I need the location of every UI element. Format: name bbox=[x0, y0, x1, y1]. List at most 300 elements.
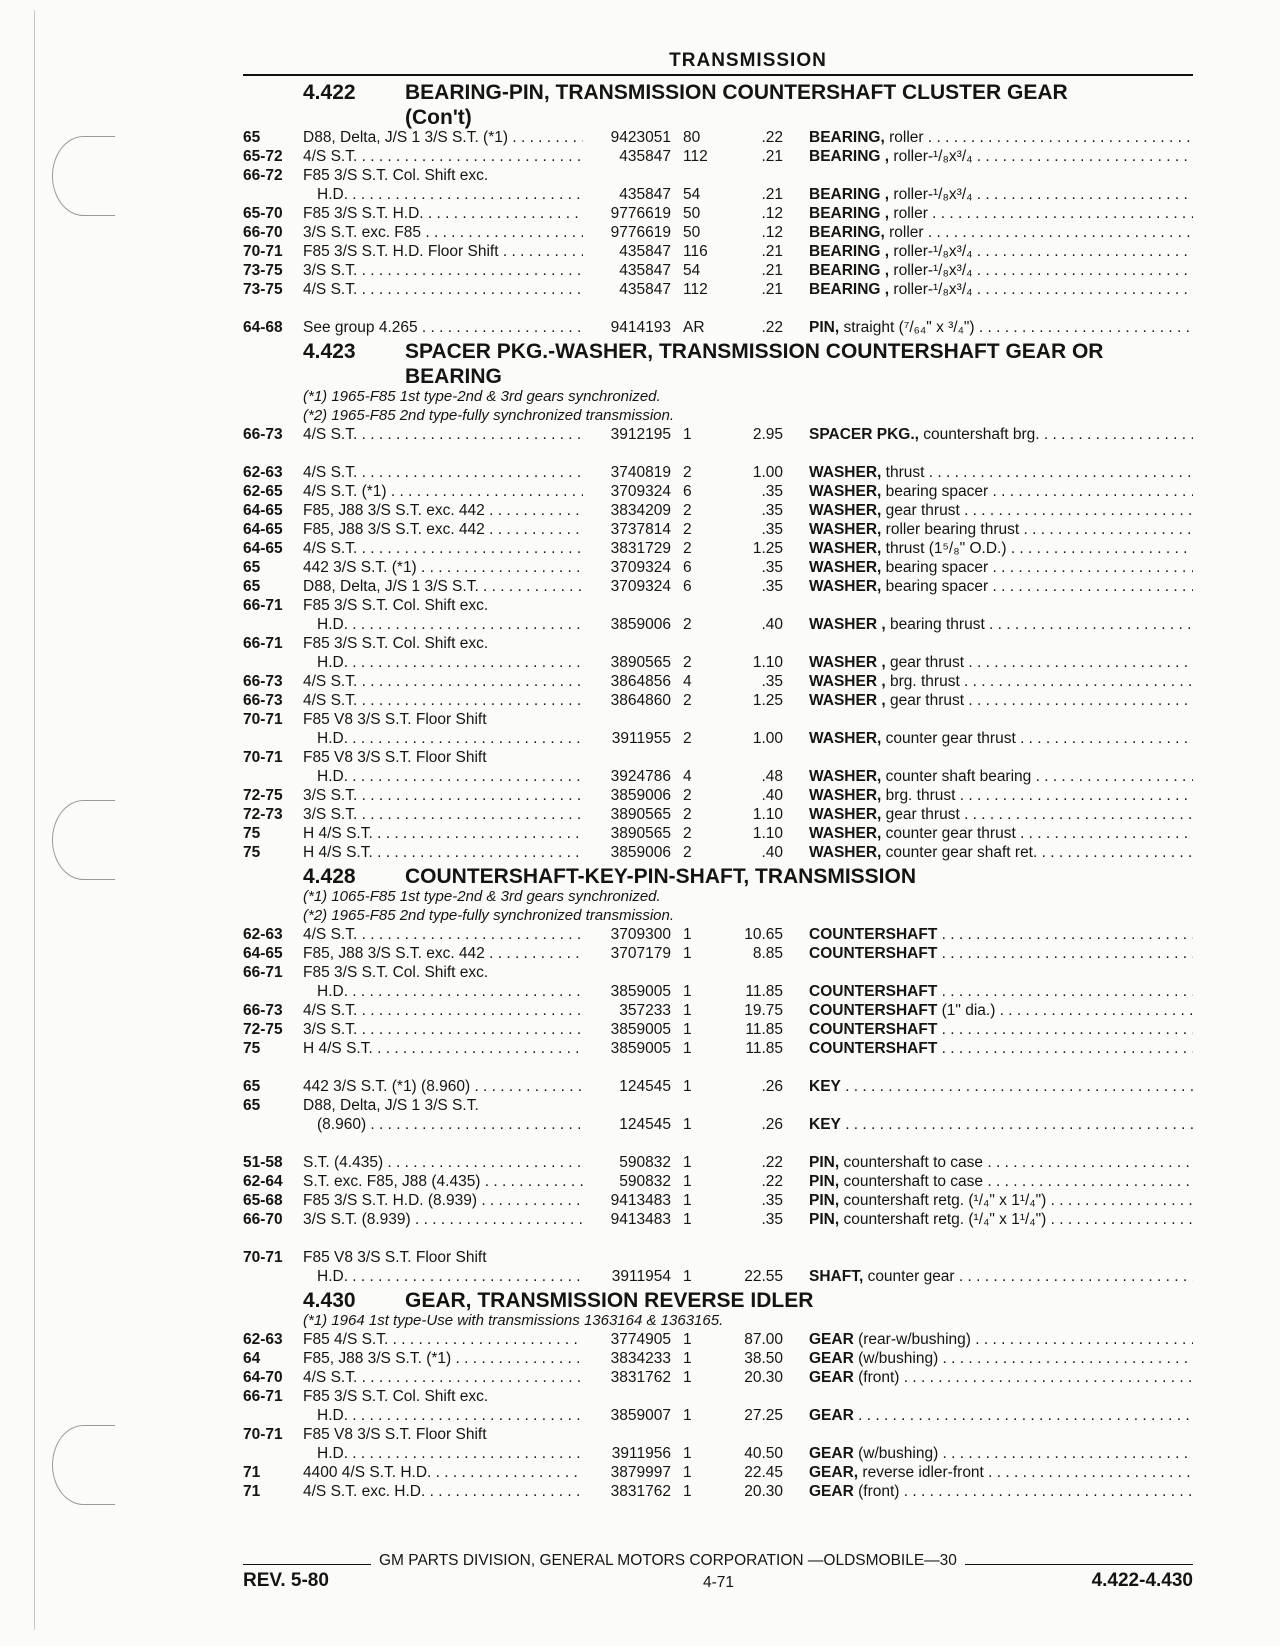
price: 1.00 bbox=[752, 730, 783, 747]
part-detail: reverse idler-front . . . bbox=[862, 1464, 1193, 1481]
part-number: 3890565 bbox=[610, 654, 671, 671]
model-years: 65-68 bbox=[243, 1192, 283, 1209]
price: 87.00 bbox=[744, 1331, 783, 1348]
section-title: (Con't) bbox=[405, 106, 472, 129]
quantity: 2 bbox=[683, 787, 692, 804]
application-text: H.D. . . . bbox=[303, 186, 583, 203]
application-text: F85 3/S S.T. H.D. Floor Shift . . . bbox=[303, 243, 583, 260]
table-row bbox=[243, 147, 1193, 166]
quantity: 2 bbox=[683, 844, 692, 861]
part-name: COUNTERSHAFT bbox=[809, 945, 938, 962]
description bbox=[783, 147, 1193, 166]
table-row-continued bbox=[243, 634, 1193, 653]
table-row bbox=[243, 1349, 1193, 1368]
model-years: 66-73 bbox=[243, 673, 283, 690]
model-years: 66-73 bbox=[243, 692, 283, 709]
page-header: TRANSMISSION bbox=[669, 50, 827, 71]
quantity: 1 bbox=[683, 1211, 692, 1228]
application-text: 4/S S.T. . . . bbox=[303, 673, 583, 690]
table-row bbox=[243, 318, 1193, 337]
section-note: (*1) 1965-F85 1st type-2nd & 3rd gears synchronized. bbox=[303, 388, 661, 405]
quantity: 1 bbox=[683, 926, 692, 943]
part-detail bbox=[845, 1078, 1193, 1095]
part-detail: roller . . . bbox=[893, 205, 1193, 222]
application-text: S.T. exc. F85, J88 (4.435) . . . bbox=[303, 1173, 583, 1190]
description bbox=[783, 786, 1193, 805]
description bbox=[783, 280, 1193, 299]
part-number: 9413483 bbox=[610, 1211, 671, 1228]
section-heading bbox=[243, 1290, 1193, 1311]
application bbox=[303, 672, 583, 691]
application-cont bbox=[303, 1406, 583, 1425]
quantity: 4 bbox=[683, 768, 692, 785]
application: D88, Delta, J/S 1 3/S S.T. bbox=[303, 1097, 479, 1114]
quantity: 54 bbox=[683, 186, 701, 203]
part-detail: countershaft retg. (¹/₄" x 1¹/₄") . . . bbox=[843, 1211, 1193, 1228]
price: 1.25 bbox=[752, 692, 783, 709]
description bbox=[783, 577, 1193, 596]
application bbox=[303, 482, 583, 501]
part-number: 3737814 bbox=[610, 521, 671, 538]
quantity: 50 bbox=[683, 224, 701, 241]
price: 19.75 bbox=[744, 1002, 783, 1019]
part-name: PIN, bbox=[809, 1173, 840, 1190]
application-cont bbox=[303, 729, 583, 748]
part-number: 3911956 bbox=[611, 1445, 671, 1462]
part-number: 9414193 bbox=[610, 319, 671, 336]
description bbox=[783, 482, 1193, 501]
application-text: 4/S S.T. exc. H.D. . . . bbox=[303, 1483, 583, 1500]
table-row-continued bbox=[243, 748, 1193, 767]
table-row bbox=[243, 982, 1193, 1001]
application-cont bbox=[303, 1115, 583, 1134]
price: 1.10 bbox=[752, 806, 783, 823]
section-note: (*1) 1964 1st type-Use with transmissions 1363164 & 1363165. bbox=[303, 1312, 724, 1329]
model-years: 72-75 bbox=[243, 1021, 283, 1038]
quantity: 1 bbox=[683, 1350, 692, 1367]
description bbox=[783, 261, 1193, 280]
section-number bbox=[243, 366, 405, 387]
sections-container bbox=[243, 82, 1193, 1501]
application-text: 4/S S.T. . . . bbox=[303, 426, 583, 443]
part-number: 3740819 bbox=[610, 464, 671, 481]
application bbox=[303, 558, 583, 577]
part-number: 3890565 bbox=[610, 825, 671, 842]
section-number: 4.422 bbox=[303, 81, 356, 104]
quantity: 1 bbox=[683, 1040, 692, 1057]
part-detail bbox=[942, 945, 1193, 962]
application-text: H 4/S S.T. . . . bbox=[303, 1040, 583, 1057]
quantity: 1 bbox=[683, 426, 692, 443]
model-years: 66-72 bbox=[243, 167, 283, 184]
price: .22 bbox=[761, 1173, 783, 1190]
description bbox=[783, 1368, 1193, 1387]
price: .35 bbox=[761, 1211, 783, 1228]
application-cont bbox=[303, 982, 583, 1001]
price: 11.85 bbox=[745, 1021, 783, 1038]
catalog-page bbox=[243, 50, 1193, 1501]
price: .35 bbox=[761, 559, 783, 576]
part-name: GEAR, bbox=[809, 1464, 859, 1481]
model-years-blank bbox=[243, 653, 303, 672]
footer-line bbox=[243, 1552, 1193, 1570]
quantity: 1 bbox=[683, 1192, 692, 1209]
table-row bbox=[243, 520, 1193, 539]
part-detail: (rear-w/bushing) . . . bbox=[858, 1331, 1193, 1348]
section-title: COUNTERSHAFT-KEY-PIN-SHAFT, TRANSMISSION bbox=[405, 865, 917, 888]
description bbox=[783, 1349, 1193, 1368]
part-detail: gear thrust . . . bbox=[890, 654, 1193, 671]
part-name: SHAFT, bbox=[809, 1268, 864, 1285]
price: .35 bbox=[761, 521, 783, 538]
table-row bbox=[243, 1153, 1193, 1172]
price: 1.25 bbox=[752, 540, 783, 557]
part-detail: gear thrust . . . bbox=[890, 692, 1193, 709]
model-years: 70-71 bbox=[243, 1249, 283, 1266]
part-detail: countershaft retg. (¹/₄" x 1¹/₄") . . . bbox=[843, 1192, 1193, 1209]
description bbox=[783, 824, 1193, 843]
application-cont bbox=[303, 653, 583, 672]
application-text: F85 4/S S.T. . . . bbox=[303, 1331, 583, 1348]
description bbox=[783, 691, 1193, 710]
part-number: 9776619 bbox=[610, 205, 671, 222]
binding-margin-line bbox=[34, 10, 35, 1630]
application bbox=[303, 786, 583, 805]
application: F85 3/S S.T. Col. Shift exc. bbox=[303, 1388, 489, 1405]
part-detail: (w/bushing) . . . bbox=[858, 1350, 1193, 1367]
table-row bbox=[243, 558, 1193, 577]
description bbox=[783, 767, 1193, 786]
part-number: 3859006 bbox=[610, 787, 671, 804]
part-name: BEARING , bbox=[809, 243, 890, 260]
model-years: 65 bbox=[243, 559, 261, 576]
application-text: 442 3/S S.T. (*1) (8.960) . . . bbox=[303, 1078, 583, 1095]
table-row bbox=[243, 1210, 1193, 1229]
part-detail: brg. thrust . . . bbox=[890, 673, 1193, 690]
part-number: 3859007 bbox=[610, 1407, 671, 1424]
model-years: 75 bbox=[243, 825, 261, 842]
table-row bbox=[243, 223, 1193, 242]
part-detail: roller-¹/₈x³/₄ . . . bbox=[893, 186, 1193, 203]
part-name: GEAR bbox=[809, 1483, 854, 1500]
application-text: H.D. . . . bbox=[303, 616, 583, 633]
application-text: H 4/S S.T. . . . bbox=[303, 844, 583, 861]
price: .22 bbox=[761, 1154, 783, 1171]
table-row bbox=[243, 1463, 1193, 1482]
application-text: 4/S S.T. . . . bbox=[303, 1369, 583, 1386]
price: 20.30 bbox=[744, 1483, 783, 1500]
model-years-blank bbox=[243, 1444, 303, 1463]
application: F85 V8 3/S S.T. Floor Shift bbox=[303, 1249, 487, 1266]
quantity: 2 bbox=[683, 730, 692, 747]
model-years: 72-75 bbox=[243, 787, 283, 804]
part-detail: bearing thrust . . . bbox=[890, 616, 1193, 633]
header-rule bbox=[243, 74, 1193, 76]
part-detail: bearing spacer . . . bbox=[886, 483, 1193, 500]
price: 10.65 bbox=[744, 926, 783, 943]
application bbox=[303, 944, 583, 963]
quantity: 1 bbox=[683, 1173, 692, 1190]
model-years: 64-70 bbox=[243, 1369, 283, 1386]
model-years: 66-73 bbox=[243, 426, 283, 443]
section-number: 4.428 bbox=[303, 865, 356, 888]
quantity: 2 bbox=[683, 521, 692, 538]
part-name: BEARING, bbox=[809, 224, 885, 241]
model-years: 65-72 bbox=[243, 148, 283, 165]
application bbox=[303, 1349, 583, 1368]
table-row-continued bbox=[243, 596, 1193, 615]
quantity: 112 bbox=[683, 281, 708, 298]
price: .40 bbox=[761, 616, 783, 633]
part-number: 3924786 bbox=[610, 768, 671, 785]
application bbox=[303, 1001, 583, 1020]
part-name: BEARING , bbox=[809, 262, 890, 279]
model-years-blank bbox=[243, 615, 303, 634]
application bbox=[303, 1482, 583, 1501]
model-years-blank bbox=[243, 982, 303, 1001]
model-years-blank bbox=[243, 1406, 303, 1425]
description bbox=[783, 318, 1193, 337]
part-number: 3709324 bbox=[610, 483, 671, 500]
price: .21 bbox=[761, 281, 783, 298]
part-detail: roller . . . bbox=[889, 224, 1193, 241]
application-text: 3/S S.T. . . . bbox=[303, 787, 583, 804]
part-detail: thrust . . . bbox=[886, 464, 1193, 481]
application-text: 4400 4/S S.T. H.D. . . . bbox=[303, 1464, 583, 1481]
application-text: H 4/S S.T. . . . bbox=[303, 825, 583, 842]
section-title: GEAR, TRANSMISSION REVERSE IDLER bbox=[405, 1289, 814, 1312]
quantity: 1 bbox=[683, 1464, 692, 1481]
part-number: 435847 bbox=[619, 186, 671, 203]
punch-hole-icon bbox=[52, 800, 115, 880]
model-years: 65 bbox=[243, 578, 261, 595]
application-text: F85, J88 3/S S.T. exc. 442 . . . bbox=[303, 502, 583, 519]
table-row-continued bbox=[243, 166, 1193, 185]
price: .35 bbox=[761, 1192, 783, 1209]
section-note: (*1) 1065-F85 1st type-2nd & 3rd gears synchronized. bbox=[303, 888, 661, 905]
table-row bbox=[243, 482, 1193, 501]
model-years: 70-71 bbox=[243, 243, 283, 260]
part-name: GEAR bbox=[809, 1331, 854, 1348]
price: .35 bbox=[761, 483, 783, 500]
quantity: 1 bbox=[683, 1116, 692, 1133]
part-name: WASHER, bbox=[809, 578, 882, 595]
application-text: 4/S S.T. . . . bbox=[303, 692, 583, 709]
part-name: PIN, bbox=[809, 1154, 840, 1171]
application-text: 3/S S.T. (8.939) . . . bbox=[303, 1211, 583, 1228]
application bbox=[303, 501, 583, 520]
quantity: 2 bbox=[683, 806, 692, 823]
model-years: 75 bbox=[243, 844, 261, 861]
table-row bbox=[243, 577, 1193, 596]
part-detail: (w/bushing) . . . bbox=[858, 1445, 1193, 1462]
table-row bbox=[243, 1444, 1193, 1463]
application bbox=[303, 1077, 583, 1096]
part-number: 3864856 bbox=[610, 673, 671, 690]
table-row-continued bbox=[243, 963, 1193, 982]
application: F85 3/S S.T. Col. Shift exc. bbox=[303, 635, 489, 652]
description bbox=[783, 463, 1193, 482]
price: .40 bbox=[761, 844, 783, 861]
section-title: BEARING-PIN, TRANSMISSION COUNTERSHAFT CLUSTER GEAR bbox=[405, 81, 1068, 104]
application-text: H.D. . . . bbox=[303, 654, 583, 671]
part-name: WASHER, bbox=[809, 559, 882, 576]
part-number: 3859005 bbox=[610, 983, 671, 1000]
part-number: 3859006 bbox=[610, 616, 671, 633]
part-detail: (front) . . . bbox=[858, 1369, 1193, 1386]
part-name: COUNTERSHAFT bbox=[809, 926, 938, 943]
description bbox=[783, 1115, 1193, 1134]
model-years: 64-65 bbox=[243, 521, 283, 538]
application-cont bbox=[303, 185, 583, 204]
table-row bbox=[243, 425, 1193, 444]
application-text: H.D. . . . bbox=[303, 1407, 583, 1424]
part-number: 3912195 bbox=[610, 426, 671, 443]
table-row bbox=[243, 615, 1193, 634]
part-detail bbox=[942, 926, 1193, 943]
price: 22.55 bbox=[744, 1268, 783, 1285]
table-row-continued bbox=[243, 710, 1193, 729]
table-row bbox=[243, 1368, 1193, 1387]
table-row bbox=[243, 843, 1193, 862]
part-name: GEAR bbox=[809, 1350, 854, 1367]
part-name: KEY bbox=[809, 1116, 841, 1133]
price: .22 bbox=[761, 319, 783, 336]
group-range: 4.422-4.430 bbox=[1091, 1570, 1193, 1591]
table-row bbox=[243, 653, 1193, 672]
application bbox=[303, 824, 583, 843]
description bbox=[783, 1463, 1193, 1482]
table-row bbox=[243, 261, 1193, 280]
quantity: 6 bbox=[683, 559, 692, 576]
description bbox=[783, 1172, 1193, 1191]
part-detail: counter gear thrust . . . bbox=[886, 730, 1193, 747]
table-row-continued bbox=[243, 1425, 1193, 1444]
table-row bbox=[243, 204, 1193, 223]
quantity: AR bbox=[683, 319, 705, 336]
quantity: 4 bbox=[683, 673, 692, 690]
part-number: 3709300 bbox=[610, 926, 671, 943]
punch-hole-icon bbox=[52, 1425, 115, 1505]
application-text: 3/S S.T. . . . bbox=[303, 1021, 583, 1038]
section-4-428 bbox=[243, 866, 1193, 1286]
part-detail: countershaft to case . . . bbox=[843, 1173, 1193, 1190]
part-name: SPACER PKG., bbox=[809, 426, 919, 443]
model-years: 70-71 bbox=[243, 1426, 283, 1443]
description bbox=[783, 558, 1193, 577]
part-detail: roller-¹/₈x³/₄ . . . bbox=[893, 148, 1193, 165]
page-footer bbox=[243, 1552, 1193, 1596]
part-name: PIN, bbox=[809, 1211, 840, 1228]
model-years: 70-71 bbox=[243, 749, 283, 766]
part-name: WASHER , bbox=[809, 616, 886, 633]
application-cont bbox=[303, 615, 583, 634]
price: .35 bbox=[761, 673, 783, 690]
model-years: 64-65 bbox=[243, 540, 283, 557]
application-text: F85, J88 3/S S.T. (*1) . . . bbox=[303, 1350, 583, 1367]
table-row bbox=[243, 1001, 1193, 1020]
quantity: 1 bbox=[683, 1483, 692, 1500]
part-name: WASHER, bbox=[809, 464, 882, 481]
application-text: 4/S S.T. (*1) . . . bbox=[303, 483, 583, 500]
model-years: 62-65 bbox=[243, 483, 283, 500]
part-detail: gear thrust . . . bbox=[886, 502, 1193, 519]
part-number: 3834233 bbox=[610, 1350, 671, 1367]
part-detail: counter shaft bearing . . . bbox=[886, 768, 1193, 785]
part-name: COUNTERSHAFT bbox=[809, 983, 938, 1000]
part-number: 435847 bbox=[619, 262, 671, 279]
application-text: H.D. . . . bbox=[303, 1445, 583, 1462]
table-row-continued bbox=[243, 1096, 1193, 1115]
description bbox=[783, 1444, 1193, 1463]
model-years: 62-63 bbox=[243, 1331, 283, 1348]
description bbox=[783, 672, 1193, 691]
part-number: 3859006 bbox=[610, 844, 671, 861]
quantity: 1 bbox=[683, 1369, 692, 1386]
table-row bbox=[243, 1020, 1193, 1039]
section-heading bbox=[243, 341, 1193, 362]
quantity: 1 bbox=[683, 1331, 692, 1348]
quantity: 2 bbox=[683, 616, 692, 633]
table-row bbox=[243, 501, 1193, 520]
application bbox=[303, 318, 583, 337]
model-years: 62-63 bbox=[243, 926, 283, 943]
description bbox=[783, 1153, 1193, 1172]
application bbox=[303, 1191, 583, 1210]
part-detail: (1" dia.) . . . bbox=[942, 1002, 1193, 1019]
part-name: BEARING , bbox=[809, 205, 890, 222]
section-heading bbox=[243, 82, 1193, 103]
description bbox=[783, 729, 1193, 748]
application-text: F85, J88 3/S S.T. exc. 442 . . . bbox=[303, 521, 583, 538]
footer-bottom bbox=[243, 1570, 1193, 1596]
application bbox=[303, 261, 583, 280]
part-number: 3831729 bbox=[610, 540, 671, 557]
part-detail: gear thrust . . . bbox=[886, 806, 1193, 823]
quantity: 1 bbox=[683, 983, 692, 1000]
part-detail bbox=[942, 1021, 1193, 1038]
application bbox=[303, 539, 583, 558]
description bbox=[783, 425, 1193, 444]
description bbox=[783, 1482, 1193, 1501]
table-row bbox=[243, 1267, 1193, 1286]
price: .35 bbox=[761, 578, 783, 595]
application-text: (8.960) . . . bbox=[303, 1116, 583, 1133]
part-number: 3864860 bbox=[610, 692, 671, 709]
part-name: WASHER, bbox=[809, 483, 882, 500]
part-detail bbox=[845, 1116, 1193, 1133]
model-years: 73-75 bbox=[243, 281, 283, 298]
part-name: WASHER , bbox=[809, 692, 886, 709]
price: 20.30 bbox=[744, 1369, 783, 1386]
part-detail: brg. thrust . . . bbox=[886, 787, 1193, 804]
model-years: 66-71 bbox=[243, 1388, 283, 1405]
model-years-blank bbox=[243, 1267, 303, 1286]
table-row-continued bbox=[243, 1387, 1193, 1406]
description bbox=[783, 520, 1193, 539]
description bbox=[783, 925, 1193, 944]
application-text: 4/S S.T. . . . bbox=[303, 464, 583, 481]
application bbox=[303, 1463, 583, 1482]
quantity: 1 bbox=[683, 1407, 692, 1424]
application-text: S.T. (4.435) . . . bbox=[303, 1154, 583, 1171]
part-number: 435847 bbox=[619, 148, 671, 165]
quantity: 2 bbox=[683, 464, 692, 481]
model-years: 51-58 bbox=[243, 1154, 283, 1171]
part-detail: straight (⁷/₆₄" x ³/₄") . . . bbox=[843, 319, 1193, 336]
model-years-blank bbox=[243, 729, 303, 748]
model-years: 65 bbox=[243, 129, 261, 146]
